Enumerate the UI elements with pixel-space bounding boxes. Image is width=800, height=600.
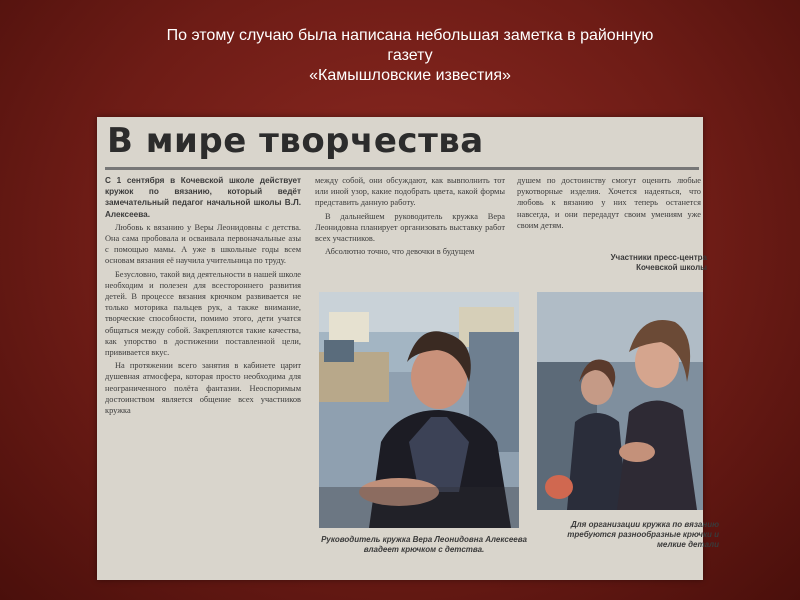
newspaper-headline: В мире творчества: [107, 121, 484, 161]
girls-photo: [537, 292, 703, 510]
article-paragraph: между собой, они обсуждают, как вывполнить тот или иной узор, какие подобрать цвета, какой формы представить данную работу.: [315, 176, 505, 208]
teacher-photo-image: [319, 292, 519, 528]
article-paragraph: Любовь к вязанию у Веры Леонидовны с детства. Она сама пробовала и осваивала первоначальные азы с помощью мамы. А уже в школьные годы всем основам вязания её научила учительница по труду.: [105, 222, 301, 266]
article-paragraph: Абсолютно точно, что девочки в будущем: [325, 247, 475, 257]
article-paragraph: В дальнейшем руководитель кружка Вера Леонидовна планирует организовать выставку работ всех участников.: [315, 211, 505, 244]
teacher-photo-caption: Руководитель кружка Вера Леонидовна Алексеева владеет крючком с детства.: [321, 535, 527, 554]
headline-rule: [105, 167, 699, 170]
article-paragraph: На протяжении всего занятия в кабинете царит душевная атмосфера, которая просто необходима для неограниченного полёта фантазии. Неоспоримым достоинством является общение всех участников кружка: [105, 361, 301, 416]
article-paragraph: душем по достоинству смогут оценить любые рукотворные изделия. Хочется надеяться, что любовь к вязанию у них теперь останется навсегда, и они передадут своим умениям уже своим детям.: [517, 176, 701, 230]
caption-line-3: «Камышловские известия»: [309, 67, 511, 84]
slide-caption: [90, 26, 730, 86]
girls-photo-caption: Для организации кружка по вязанию требуются разнообразные крючки и мелкие детали: [567, 520, 719, 549]
article-column-1: [105, 175, 301, 418]
article-lead: С 1 сентября в Кочевской школе действует кружок по вязанию, который ведёт замечательный педагог начальной школы В.Л. Алексеева.: [105, 176, 301, 219]
teacher-photo: [319, 292, 519, 528]
article-paragraph: Безусловно, такой вид деятельности в нашей школе необходим и полезен для всестороннего развития детей. В процессе вязания крючком развивается не только моторика пальцев рук, а также внимание, творческие способности, помимо этого, дети учатся общаться между собой. Закрепляются такие качества, как упорство в достижении поставленной цели, прививается вкус.: [105, 269, 301, 358]
girls-photo-image: [537, 292, 703, 510]
article-column-2: [315, 175, 505, 259]
article-column-3: [517, 175, 701, 233]
article-signature: Участники пресс-центра Кочевской школы: [610, 253, 707, 272]
newspaper-clipping: [97, 117, 719, 580]
caption-line-1: По этому случаю была написана небольшая заметка в районную: [166, 27, 654, 44]
caption-line-2: газету: [387, 47, 433, 64]
